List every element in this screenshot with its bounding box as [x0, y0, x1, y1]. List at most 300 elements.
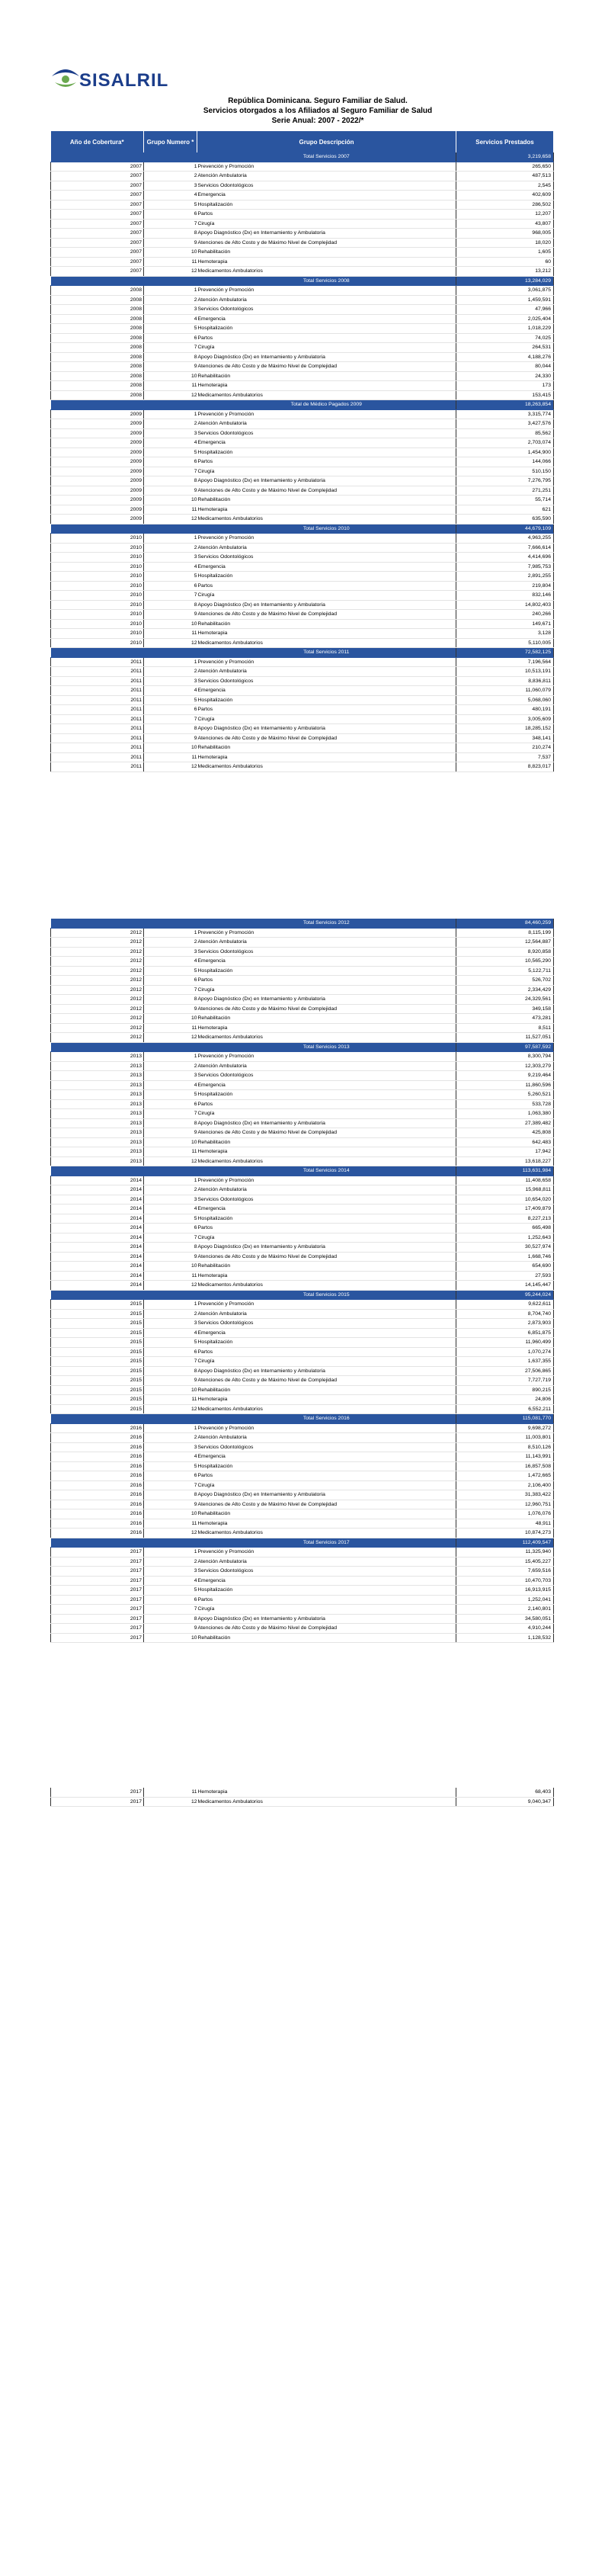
year-cell: 2007	[51, 172, 144, 181]
services-cell: 349,158	[456, 1004, 554, 1014]
services-cell: 2,334,429	[456, 985, 554, 995]
total-row	[51, 1538, 554, 1548]
year-cell: 2008	[51, 381, 144, 391]
table-row	[51, 1262, 554, 1272]
group-description-cell: Prevención y Promoción	[197, 1052, 456, 1062]
group-number-cell: 6	[144, 1595, 197, 1605]
year-cell: 2008	[51, 352, 144, 362]
group-number-cell: 10	[144, 496, 197, 505]
services-cell: 473,281	[456, 1014, 554, 1024]
group-description-cell: Hemoterapia	[197, 1023, 456, 1033]
group-description-cell: Emergencia	[197, 438, 456, 448]
year-cell: 2017	[51, 1548, 144, 1557]
services-cell: 654,690	[456, 1262, 554, 1272]
services-cell: 11,408,658	[456, 1176, 554, 1185]
total-spacer	[144, 919, 197, 928]
year-cell: 2013	[51, 1090, 144, 1100]
group-description-cell: Rehabilitación	[197, 1633, 456, 1643]
year-cell: 2016	[51, 1471, 144, 1481]
year-cell: 2012	[51, 938, 144, 948]
services-cell: 210,274	[456, 743, 554, 753]
year-cell: 2012	[51, 976, 144, 986]
table-row	[51, 505, 554, 515]
header-services: Servicios Prestados	[456, 131, 554, 152]
group-number-cell: 6	[144, 705, 197, 715]
group-number-cell: 7	[144, 1605, 197, 1615]
group-number-cell: 4	[144, 562, 197, 572]
group-description-cell: Partos	[197, 581, 456, 591]
year-cell: 2011	[51, 724, 144, 734]
year-cell: 2015	[51, 1300, 144, 1310]
table-row	[51, 705, 554, 715]
services-cell: 9,622,611	[456, 1300, 554, 1310]
table-row	[51, 543, 554, 553]
services-cell: 27,593	[456, 1271, 554, 1281]
group-number-cell: 11	[144, 505, 197, 515]
year-cell: 2014	[51, 1262, 144, 1272]
year-cell: 2015	[51, 1338, 144, 1348]
group-number-cell: 4	[144, 1576, 197, 1586]
group-description-cell: Partos	[197, 1224, 456, 1233]
table-row	[51, 286, 554, 296]
services-cell: 12,960,751	[456, 1500, 554, 1509]
table-row	[51, 957, 554, 967]
services-cell: 55,714	[456, 496, 554, 505]
table-row	[51, 1557, 554, 1567]
total-label: Total Servicios 2011	[197, 648, 456, 658]
group-number-cell: 10	[144, 619, 197, 629]
group-description-cell: Rehabilitación	[197, 1137, 456, 1147]
group-number-cell: 5	[144, 966, 197, 976]
table-row	[51, 752, 554, 762]
services-cell: 153,415	[456, 390, 554, 400]
total-value: 97,587,592	[456, 1042, 554, 1052]
group-description-cell: Medicamentos Ambulatorios	[197, 1404, 456, 1414]
year-cell: 2007	[51, 229, 144, 239]
table-row	[51, 1233, 554, 1243]
table-row	[51, 1319, 554, 1329]
group-description-cell: Rehabilitación	[197, 371, 456, 381]
total-value: 112,409,547	[456, 1538, 554, 1548]
group-number-cell: 1	[144, 1548, 197, 1557]
table-row	[51, 947, 554, 957]
services-cell: 80,044	[456, 362, 554, 372]
table-row	[51, 1797, 554, 1807]
services-cell: 265,650	[456, 162, 554, 172]
table-row	[51, 1624, 554, 1634]
group-description-cell: Servicios Odontológicos	[197, 1319, 456, 1329]
group-description-cell: Hospitalización	[197, 695, 456, 705]
group-description-cell: Hemoterapia	[197, 1519, 456, 1529]
header-group-description: Grupo Descripción	[197, 131, 456, 152]
total-spacer	[144, 400, 197, 410]
year-cell: 2013	[51, 1071, 144, 1081]
table-row	[51, 1176, 554, 1185]
group-number-cell: 7	[144, 1480, 197, 1490]
table-row	[51, 966, 554, 976]
table-row	[51, 1357, 554, 1367]
year-cell: 2012	[51, 985, 144, 995]
table-row	[51, 1404, 554, 1414]
table-row	[51, 333, 554, 343]
group-number-cell: 2	[144, 938, 197, 948]
services-cell: 402,609	[456, 191, 554, 200]
table-row	[51, 724, 554, 734]
group-description-cell: Atención Ambulatoria	[197, 1185, 456, 1195]
table-row	[51, 1490, 554, 1500]
total-spacer	[51, 648, 144, 658]
total-spacer	[51, 1042, 144, 1052]
services-cell: 34,580,051	[456, 1614, 554, 1624]
year-cell: 2015	[51, 1347, 144, 1357]
year-cell: 2010	[51, 619, 144, 629]
total-spacer	[144, 1166, 197, 1176]
table-row	[51, 486, 554, 496]
total-spacer	[51, 1414, 144, 1424]
group-number-cell: 3	[144, 553, 197, 563]
services-cell: 1,063,380	[456, 1109, 554, 1119]
group-description-cell: Medicamentos Ambulatorios	[197, 1281, 456, 1291]
group-description-cell: Medicamentos Ambulatorios	[197, 1529, 456, 1538]
year-cell: 2007	[51, 257, 144, 267]
table-row	[51, 1442, 554, 1452]
year-cell: 2011	[51, 762, 144, 772]
services-cell: 4,910,244	[456, 1624, 554, 1634]
table-row	[51, 305, 554, 315]
group-number-cell: 1	[144, 1300, 197, 1310]
group-description-cell: Emergencia	[197, 1576, 456, 1586]
services-cell: 487,513	[456, 172, 554, 181]
services-cell: 17,409,879	[456, 1205, 554, 1214]
group-number-cell: 9	[144, 733, 197, 743]
group-description-cell: Prevención y Promoción	[197, 928, 456, 938]
group-number-cell: 12	[144, 1529, 197, 1538]
group-description-cell: Cirugía	[197, 1357, 456, 1367]
table-row	[51, 1480, 554, 1490]
group-description-cell: Prevención y Promoción	[197, 162, 456, 172]
services-cell: 1,128,532	[456, 1633, 554, 1643]
group-description-cell: Medicamentos Ambulatorios	[197, 515, 456, 525]
group-number-cell: 2	[144, 295, 197, 305]
group-description-cell: Emergencia	[197, 562, 456, 572]
group-number-cell: 1	[144, 928, 197, 938]
group-description-cell: Atenciones de Alto Costo y de Máximo Nivel de Complejidad	[197, 733, 456, 743]
group-number-cell: 1	[144, 657, 197, 667]
services-cell: 2,891,255	[456, 572, 554, 582]
services-cell: 642,483	[456, 1137, 554, 1147]
total-value: 44,679,109	[456, 524, 554, 534]
group-description-cell: Atenciones de Alto Costo y de Máximo Nivel de Complejidad	[197, 1252, 456, 1262]
group-number-cell: 4	[144, 1205, 197, 1214]
group-number-cell: 7	[144, 591, 197, 601]
table-row	[51, 657, 554, 667]
group-number-cell: 3	[144, 1319, 197, 1329]
table-row	[51, 572, 554, 582]
group-number-cell: 9	[144, 486, 197, 496]
group-number-cell: 5	[144, 324, 197, 334]
table-row	[51, 1586, 554, 1596]
table-row	[51, 496, 554, 505]
services-cell: 11,003,801	[456, 1433, 554, 1443]
table-row	[51, 438, 554, 448]
table-row	[51, 409, 554, 419]
group-description-cell: Apoyo Diagnóstico (Dx) en Internamiento y Ambulatoria	[197, 1118, 456, 1128]
year-cell: 2008	[51, 295, 144, 305]
group-description-cell: Hemoterapia	[197, 629, 456, 639]
table-row	[51, 667, 554, 677]
services-cell: 635,590	[456, 515, 554, 525]
table-row	[51, 1271, 554, 1281]
group-number-cell: 6	[144, 1471, 197, 1481]
group-description-cell: Partos	[197, 1595, 456, 1605]
group-description-cell: Hospitalización	[197, 1586, 456, 1596]
year-cell: 2008	[51, 371, 144, 381]
group-description-cell: Prevención y Promoción	[197, 1300, 456, 1310]
group-number-cell: 9	[144, 610, 197, 620]
group-number-cell: 11	[144, 629, 197, 639]
table-row	[51, 995, 554, 1005]
group-number-cell: 7	[144, 985, 197, 995]
services-cell: 8,836,811	[456, 676, 554, 686]
services-cell: 7,666,614	[456, 543, 554, 553]
group-description-cell: Emergencia	[197, 314, 456, 324]
year-cell: 2010	[51, 534, 144, 544]
year-cell: 2012	[51, 1023, 144, 1033]
title-line-3: Serie Anual: 2007 - 2022/*	[271, 117, 364, 125]
table-row	[51, 390, 554, 400]
services-cell: 8,300,794	[456, 1052, 554, 1062]
table-row	[51, 553, 554, 563]
group-number-cell: 5	[144, 448, 197, 457]
table-row	[51, 295, 554, 305]
group-description-cell: Partos	[197, 1099, 456, 1109]
group-number-cell: 8	[144, 1366, 197, 1376]
group-description-cell: Emergencia	[197, 1452, 456, 1462]
services-cell: 9,698,272	[456, 1423, 554, 1433]
group-description-cell: Hemoterapia	[197, 1788, 456, 1797]
year-cell: 2017	[51, 1605, 144, 1615]
group-number-cell: 1	[144, 1423, 197, 1433]
year-cell: 2012	[51, 1033, 144, 1043]
table-row	[51, 419, 554, 429]
services-cell: 9,219,464	[456, 1071, 554, 1081]
table-row	[51, 191, 554, 200]
table-row	[51, 1156, 554, 1166]
group-number-cell: 12	[144, 762, 197, 772]
year-cell: 2011	[51, 752, 144, 762]
total-label: Total de Médico Pagados 2009	[197, 400, 456, 410]
services-cell: 2,025,404	[456, 314, 554, 324]
table-row	[51, 1509, 554, 1519]
table-row	[51, 1633, 554, 1643]
table-row	[51, 181, 554, 191]
table-row	[51, 1576, 554, 1586]
group-description-cell: Apoyo Diagnóstico (Dx) en Internamiento y Ambulatoria	[197, 1490, 456, 1500]
group-number-cell: 11	[144, 752, 197, 762]
year-cell: 2014	[51, 1281, 144, 1291]
group-description-cell: Rehabilitación	[197, 248, 456, 258]
group-description-cell: Hemoterapia	[197, 752, 456, 762]
services-cell: 890,215	[456, 1385, 554, 1395]
table-row	[51, 1328, 554, 1338]
table-row	[51, 638, 554, 648]
table-row	[51, 1195, 554, 1205]
table-row	[51, 1347, 554, 1357]
table-row	[51, 267, 554, 277]
year-cell: 2007	[51, 248, 144, 258]
year-cell: 2016	[51, 1490, 144, 1500]
year-cell: 2016	[51, 1433, 144, 1443]
group-description-cell: Atención Ambulatoria	[197, 1557, 456, 1567]
year-cell: 2012	[51, 966, 144, 976]
group-number-cell: 11	[144, 257, 197, 267]
year-cell: 2009	[51, 448, 144, 457]
services-cell: 425,808	[456, 1128, 554, 1138]
year-cell: 2017	[51, 1633, 144, 1643]
services-cell: 11,060,079	[456, 686, 554, 696]
group-number-cell: 12	[144, 1281, 197, 1291]
year-cell: 2007	[51, 238, 144, 248]
table-row	[51, 362, 554, 372]
services-cell: 1,637,355	[456, 1357, 554, 1367]
services-cell: 15,968,811	[456, 1185, 554, 1195]
group-number-cell: 11	[144, 1271, 197, 1281]
table-row	[51, 1605, 554, 1615]
table-row	[51, 1052, 554, 1062]
year-cell: 2008	[51, 314, 144, 324]
group-description-cell: Hemoterapia	[197, 257, 456, 267]
group-description-cell: Cirugía	[197, 343, 456, 353]
group-description-cell: Servicios Odontológicos	[197, 1195, 456, 1205]
total-spacer	[144, 152, 197, 162]
group-description-cell: Rehabilitación	[197, 1262, 456, 1272]
table-row	[51, 200, 554, 210]
group-number-cell: 5	[144, 200, 197, 210]
group-description-cell: Hospitalización	[197, 1338, 456, 1348]
table-row	[51, 172, 554, 181]
group-number-cell: 3	[144, 947, 197, 957]
group-description-cell: Atención Ambulatoria	[197, 1309, 456, 1319]
table-row	[51, 1061, 554, 1071]
group-description-cell: Servicios Odontológicos	[197, 1442, 456, 1452]
group-number-cell: 6	[144, 457, 197, 467]
table-row	[51, 686, 554, 696]
services-cell: 1,252,041	[456, 1595, 554, 1605]
table-row	[51, 1281, 554, 1291]
group-description-cell: Atenciones de Alto Costo y de Máximo Nivel de Complejidad	[197, 1128, 456, 1138]
services-cell: 10,654,020	[456, 1195, 554, 1205]
sisalril-logo	[49, 59, 178, 93]
group-number-cell: 3	[144, 305, 197, 315]
services-cell: 7,537	[456, 752, 554, 762]
table-row	[51, 938, 554, 948]
year-cell: 2008	[51, 390, 144, 400]
table-row	[51, 229, 554, 239]
table-row	[51, 534, 554, 544]
year-cell: 2014	[51, 1205, 144, 1214]
group-number-cell: 3	[144, 1071, 197, 1081]
group-number-cell: 8	[144, 995, 197, 1005]
group-number-cell: 12	[144, 1797, 197, 1807]
year-cell: 2009	[51, 476, 144, 486]
total-label: Total Servicios 2008	[197, 276, 456, 286]
year-cell: 2012	[51, 947, 144, 957]
services-cell: 8,823,017	[456, 762, 554, 772]
services-cell: 1,472,665	[456, 1471, 554, 1481]
table-row	[51, 1788, 554, 1797]
group-number-cell: 11	[144, 1147, 197, 1157]
group-number-cell: 3	[144, 1567, 197, 1577]
table-row	[51, 428, 554, 438]
group-description-cell: Medicamentos Ambulatorios	[197, 762, 456, 772]
group-description-cell: Atenciones de Alto Costo y de Máximo Nivel de Complejidad	[197, 610, 456, 620]
year-cell: 2013	[51, 1128, 144, 1138]
group-description-cell: Servicios Odontológicos	[197, 553, 456, 563]
year-cell: 2009	[51, 505, 144, 515]
year-cell: 2015	[51, 1366, 144, 1376]
services-table-page-1	[50, 131, 554, 772]
group-description-cell: Emergencia	[197, 957, 456, 967]
services-cell: 11,527,051	[456, 1033, 554, 1043]
year-cell: 2017	[51, 1788, 144, 1797]
services-cell: 144,066	[456, 457, 554, 467]
group-number-cell: 5	[144, 1461, 197, 1471]
total-value: 113,631,984	[456, 1166, 554, 1176]
year-cell: 2011	[51, 733, 144, 743]
table-row	[51, 162, 554, 172]
year-cell: 2009	[51, 467, 144, 476]
services-cell: 10,874,273	[456, 1529, 554, 1538]
total-spacer	[51, 1290, 144, 1300]
services-cell: 1,605	[456, 248, 554, 258]
year-cell: 2014	[51, 1185, 144, 1195]
group-number-cell: 7	[144, 714, 197, 724]
services-cell: 31,383,422	[456, 1490, 554, 1500]
year-cell: 2010	[51, 562, 144, 572]
total-label: Total Servicios 2014	[197, 1166, 456, 1176]
table-row	[51, 1090, 554, 1100]
table-row	[51, 1595, 554, 1605]
table-row	[51, 1471, 554, 1481]
group-number-cell: 1	[144, 534, 197, 544]
year-cell: 2017	[51, 1624, 144, 1634]
services-cell: 14,802,403	[456, 600, 554, 610]
services-cell: 8,920,858	[456, 947, 554, 957]
logo-emblem-icon	[49, 59, 82, 93]
services-cell: 3,128	[456, 629, 554, 639]
total-label: Total Servicios 2015	[197, 1290, 456, 1300]
group-number-cell: 1	[144, 1176, 197, 1185]
group-number-cell: 8	[144, 600, 197, 610]
group-number-cell: 12	[144, 638, 197, 648]
year-cell: 2012	[51, 995, 144, 1005]
services-cell: 1,018,229	[456, 324, 554, 334]
group-description-cell: Cirugía	[197, 1605, 456, 1615]
year-cell: 2011	[51, 667, 144, 677]
group-number-cell: 9	[144, 1252, 197, 1262]
group-number-cell: 10	[144, 1385, 197, 1395]
group-description-cell: Medicamentos Ambulatorios	[197, 1033, 456, 1043]
group-description-cell: Cirugía	[197, 714, 456, 724]
table-row	[51, 600, 554, 610]
year-cell: 2012	[51, 1014, 144, 1024]
year-cell: 2015	[51, 1357, 144, 1367]
total-spacer	[51, 400, 144, 410]
table-row	[51, 1185, 554, 1195]
total-value: 115,081,770	[456, 1414, 554, 1424]
group-description-cell: Hospitalización	[197, 1090, 456, 1100]
year-cell: 2010	[51, 553, 144, 563]
